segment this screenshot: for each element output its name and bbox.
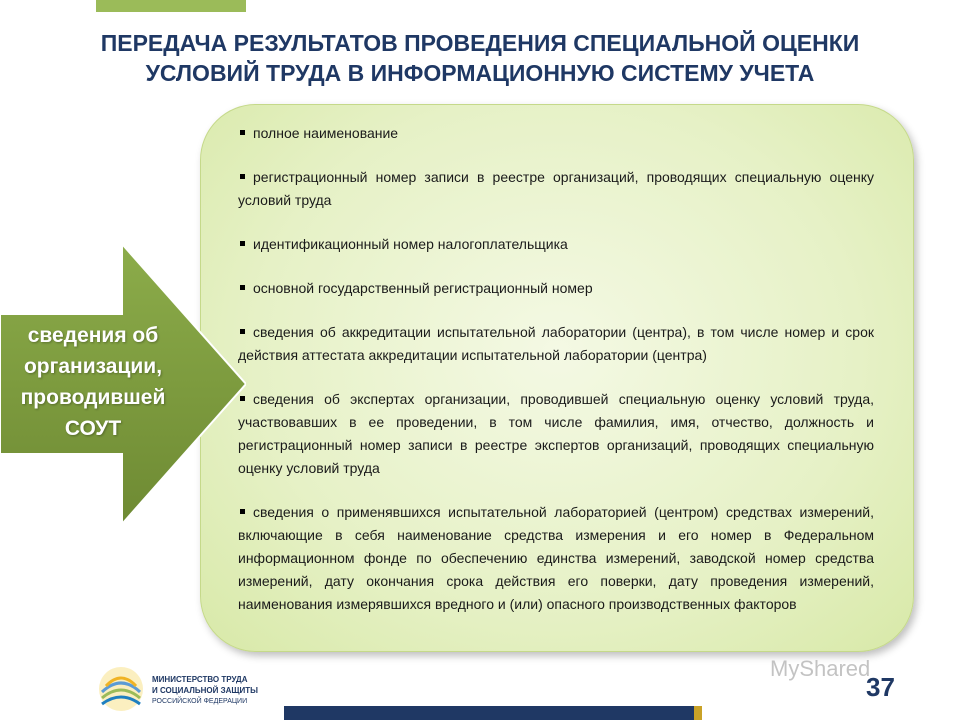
top-accent-bar [96, 0, 246, 12]
bullet-icon [240, 174, 245, 179]
list-item: идентификационный номер налогоплательщика [238, 233, 874, 256]
list-item: регистрационный номер записи в реестре организаций, проводящих специальную оценку условий труда [238, 169, 874, 208]
list-item: сведения об экспертах организации, проводившей специальную оценку условий труда, участвовавших в ее проведении, в том числе фамилия, имя, отчество, должность и регистрационный номер записи в реестре экспертов организаций, проводящих специальную оценку условий труда [238, 391, 874, 476]
list-item: сведения об аккредитации испытательной лаборатории (центра), в том числе номер и срок действия аттестата аккредитации испытательной лаборатории (центра) [238, 324, 874, 363]
footer-bar [284, 706, 694, 720]
list-item: сведения о применявшихся испытательной лабораторией (центром) средствах измерений, включающие в себя наименование средства измерения и его номер в Федеральном информационном фонде по обеспечению единства измерений, заводской номер средства измерений, дату окончания срока действия его поверки, дату проведения измерений, наименования измерявшихся вредного и (или) опасного производственных факторов [238, 504, 874, 612]
arrow-label: сведения об организации, проводившей СОУТ [20, 324, 166, 440]
page-number: 37 [866, 672, 895, 702]
title-line-2: УСЛОВИЙ ТРУДА В ИНФОРМАЦИОННУЮ СИСТЕМУ УЧЕТА [145, 60, 815, 86]
footer-bar-accent [694, 706, 702, 720]
bullet-icon [240, 130, 245, 135]
title-line-1: ПЕРЕДАЧА РЕЗУЛЬТАТОВ ПРОВЕДЕНИЯ СПЕЦИАЛЬНОЙ ОЦЕНКИ [100, 30, 860, 56]
list-item: основной государственный регистрационный номер [238, 277, 874, 300]
watermark: MyShared [770, 656, 871, 681]
list-item: полное наименование [238, 122, 874, 145]
page-title [60, 28, 900, 88]
ministry-name: МИНИСТЕРСТВО ТРУДА И СОЦИАЛЬНОЙ ЗАЩИТЫ РОССИЙСКОЙ ФЕДЕРАЦИИ [152, 675, 258, 705]
ministry-logo-icon [98, 666, 144, 712]
info-list [238, 122, 874, 637]
